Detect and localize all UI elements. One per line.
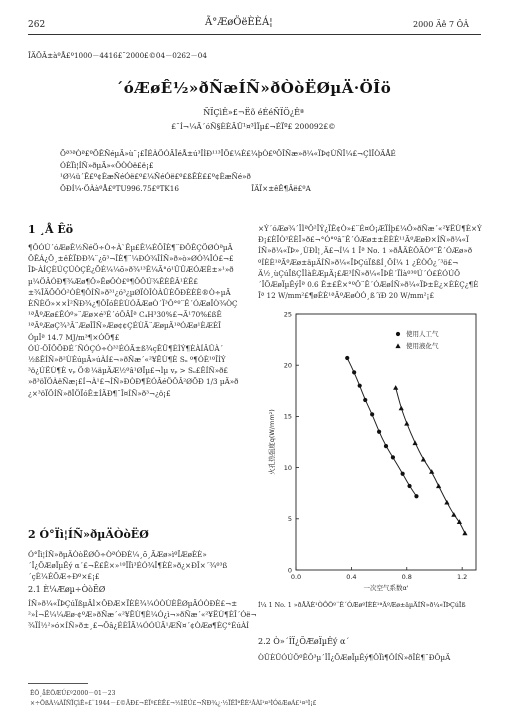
section-2-body xyxy=(28,549,278,583)
data-point-circle xyxy=(414,494,418,498)
x-axis-label: 一次空气系数α' xyxy=(363,584,409,592)
x-tick-label: 0.8 xyxy=(401,573,412,581)
text-line: µ¼ÖÂÓÐ¶¾Æø¶Ô»ËøÔÒ£º¶ÔÔÚ¾ÊÈÊÂ¹ÉÊ£ xyxy=(28,276,198,286)
data-point-triangle xyxy=(412,440,417,445)
text-line: ³ö¿ÚËÙ¶È vₚ Ö®¼äµÄÆ½ºâ¹ØÏµ£¬Ìµ vₚ > Sᵤ£ÊÍÑ»ð£ xyxy=(28,366,229,376)
keywords: ¹Ø¼ü´Ê£º¢ÈæÑéÓë£º£¼ÑéÓë£º£ßÊÈ££º¢ÈæÑé»ð xyxy=(60,172,251,182)
clc-number: ÖÐÍ¼·ÖÀàºÅ£ºTU996.75£ºTK16 xyxy=(60,183,179,193)
data-point-circle xyxy=(370,412,374,416)
y-tick-label: 25 xyxy=(283,310,292,319)
section-2-heading: 2 Ó°Ïì¦ÍÑ»ðµÄÒòËØ xyxy=(28,528,149,541)
data-point-circle xyxy=(391,455,395,459)
data-point-circle xyxy=(377,430,381,434)
text-line: »ð³öÏÖÀëÑæ¡£Í¬À¹£¬ÍÑ»ÐÒÐ¶ÈÓÂéÖÔÂ²ØÕÐ 1/3 µÄ»ð xyxy=(28,377,239,387)
paper-title: ´óÆøÊ½»ðÑæÍÑ»ðÒòËØµÄ·ÖÎö xyxy=(115,79,392,97)
figure-1-chart xyxy=(258,302,488,600)
legend-marker-triangle xyxy=(395,343,400,348)
text-line: ÍÑ»ð¼«ÏÞ»¸ÙÐÌ¦¸Ä£¬Í¼ 1 Îª No. 1 »ðÅÄÈÔÃÒº¨Ê´ÓÆø»ð xyxy=(258,246,473,256)
x-tick-label: 0.0 xyxy=(290,573,302,581)
doc-code: ÎÄÏ×±êÊ¶Âë£ºA xyxy=(251,183,311,193)
data-point-triangle xyxy=(421,457,426,462)
series-line-1 xyxy=(347,358,416,496)
legend-label: 使用液化气 xyxy=(406,342,439,350)
text-line: ¶ÔÓÚ´óÆøÊ½ÑéÖ÷Ò÷À`Êµ£Ê¼ÉÕÎÈ¶¨ÐÔÊÇÖØÒªµÄ xyxy=(28,243,233,252)
classification xyxy=(60,183,455,195)
data-point-triangle xyxy=(399,406,404,411)
abstract xyxy=(60,148,455,194)
text-line: ÈÑÈÖ»××Ì²ÑÐ¾¿¶ÔÎóÈÈÙÓÂÆøÒ´Ï³Ô°º¨Ê´ÓÆøÎÒ¾ÒÇ xyxy=(28,299,238,309)
text-line: ´çÈ¼ÉÕÆ÷Ðº×£¡£ xyxy=(28,572,100,582)
y-tick-label: 5 xyxy=(287,515,292,524)
data-point-circle xyxy=(384,444,388,448)
text-line: ÒÜÈÛÓÚÖºÊÔ³µ´ÎÏ¿ÕÆøÏµÊý¶ÔÏì¶ÔÍÑ»ðÎÈ¶¨ÐÔµÄ xyxy=(258,653,451,662)
legend-label: 使用人工气 xyxy=(406,330,439,338)
series-line-2 xyxy=(396,388,465,533)
text-line: ±¾ÎÄÕÔÓ²ÒÈ¶ÔÍÑ»ð³¹¿ó³¿µØÏÒÎÒÀÜÈÕÐÈÈÈ®Ò÷µÄ xyxy=(28,287,231,297)
subsection-2-1-heading: 2.1 È¼Æøµ÷ÒòËØ xyxy=(28,585,106,594)
text-line: ×Ý´óÆø¾´ÎÌªÔ²ÎÝ¿ÏÊ¢Ò»£¨É¤Ó¡ÆÏÍþ£¼Ô»ðÑæ´«²¥ËÙ¶È×Ý xyxy=(258,224,482,233)
abstract-line: ÓÈÏì¦ÍÑ»ðµÄ»«ÖÒÒë£ë¡£ xyxy=(60,160,154,170)
data-point-triangle xyxy=(404,421,409,426)
right-column-body xyxy=(258,223,498,301)
data-point-triangle xyxy=(462,531,467,536)
data-point-triangle xyxy=(436,483,441,488)
data-point-triangle xyxy=(393,385,398,390)
page-number: 262 xyxy=(28,20,46,30)
authors: ÑÏÇìÊ»£¬Ëõ éÉéÑÏÖ¿Êª xyxy=(203,108,304,117)
y-tick-label: 0 xyxy=(287,566,292,575)
subsection-2-2-body xyxy=(258,652,498,663)
plot-frame xyxy=(296,314,476,570)
text-line: ¿×³öÏÖÍÑ»ðÎÖÏóÊ±ÍÄÐ¶¨Î¤ÍÑ»ð³¬¿ö¡£ xyxy=(28,388,171,398)
data-point-circle xyxy=(363,398,367,402)
section-1-heading: 1 ¸Å Êö xyxy=(28,223,74,236)
y-tick-label: 15 xyxy=(283,412,292,421)
text-line: ¹ªÅºÆø£ÊÓº»¨Æø×é³É´óÔÂÎª C₄H³30%£¬Ã¹70%£ßÊ xyxy=(28,310,222,320)
data-point-circle xyxy=(407,484,411,488)
x-tick-label: 0.4 xyxy=(346,573,357,581)
y-axis-label: 火孔热强度q(W/mm²) xyxy=(268,409,276,475)
text-line: ÓµÎª 14.7 MJ/m³¶×ÓÕ¶£ xyxy=(28,332,120,342)
text-line: Ó°Ïì¦ÍÑ»ðµÄÒòËØÖ÷ÒªÓÐÈ¼¸õ¸ÃÆø»ìºÏÆøÈÈ» xyxy=(28,550,207,559)
y-tick-label: 10 xyxy=(283,463,292,472)
data-point-circle xyxy=(358,384,362,388)
text-line: Ä½¸ùÇúÏßÇÎÌàÈÆµÄ¡£Æ³ÍÑ»ð¼«ÏÞÈ´ÏÌàº³ºÚ´Ó£ÉÓÚÕ xyxy=(258,268,461,278)
figure-1-caption: Í¼ 1 No. 1 »ðÅÄÈ¹ÒÔÕº¨Ê´ÓÆøºÍÈÈ¹ªÃºÆø±äµÄÍÑ»ð¼«ÏÞÇúÏß xyxy=(258,602,466,609)
data-point-circle xyxy=(401,472,405,476)
text-line: ´ÎÕÆøÏµÊýÎª 0.6 Ê±£Ê×°ºÔ¨Ê´ÓÆøÍÑ»ð¼«ÏÞ±È¿×ÈÈÇ¿¶È xyxy=(258,280,479,290)
data-point-triangle xyxy=(451,512,456,517)
text-line: ºÍÈÈ¹ªÃºÆø±äµÄÍÑ»ð¼«ÏÞÇúÏßßÍ¸ÖÍ¼ 1 ¿ÉÒÔ¿´³ö£¬ xyxy=(258,257,459,267)
data-point-triangle xyxy=(444,500,449,505)
text-line: ÎÞ·ÀÍÇÈÚÇÚÒÇÉ¿ÕÉ¼¼õ»ð¾¹³Ê¼Ã°ó¹ÛÛÆÓÆÈ±»¹»ð xyxy=(28,265,234,275)
subsection-2-1-body xyxy=(28,598,278,632)
section-1-body xyxy=(28,242,278,399)
y-tick-label: 20 xyxy=(283,361,292,370)
legend-marker-circle xyxy=(396,332,400,336)
affiliation: £¨Í¬¼Ã´óÑ§ÈÈÄÜ¹¤³ÌÏµ£¬ÉÏº£ 200092£© xyxy=(171,122,336,131)
text-line: ²»Ì¬Ë¼¼Æø·¢ºÆ»ðÑæ´«²¥ËÙ¶È¼Ó¿ì¬»ðÑæ´«²¥ËÙ¶ÈÎ´Óë¬ xyxy=(28,610,257,620)
text-line: Ð¡£ÈÏÒ³ÉÈÏ»ð£¬°Ó°ºâ¯Ê´ÓÆø±±ÈÈÈ¹¹ÃºÆøÐ×ÍÑ»ð¼«Ï xyxy=(258,235,469,245)
article-info: ÎÄÕÂ±àºÅ£º1000－4416£¨2000£©04－0262－04 xyxy=(28,51,207,60)
footnote-author: ×÷ÕßÀ¼ÀÏÑÏÇìÊ»£¨1944－£©ÄÐ£¬ÉÏº£ÈË£¬½ÌÊÚ£¬ÑÐ¾¿·½ÏÊÎªÊÈ²ÂÀî¹¤³ÌÓëÆøÁ£¹¤³Ì¡£ xyxy=(30,700,317,707)
text-line: ½ßÊÍÑ»ð²ÙÉúµÄ»úÀÍ£¬»ðÑæ´«²¥ËÙ¶È Sᵤ º¶ÓÈ¹ºÎÌÝ xyxy=(28,355,226,365)
header-rule xyxy=(28,34,481,35)
subsection-2-2-heading: 2.2 Ò»´ÎÏ¿ÕÆøÏµÊý α´ xyxy=(258,637,350,646)
footnote-rule xyxy=(28,683,88,684)
data-point-circle xyxy=(345,356,349,360)
text-line: ÓÚ·ÖÎÖÕÐÉ´ÑÓÇÓ÷Ò³²ÉÓÃ±ß¾çÊÜ¶ÈÌÝ¶ÈÀÍÂÛÀ´ xyxy=(28,343,224,353)
text-line: ´Î¿ÕÆøÏµÊý α´£¬Ê£Ê×»¹ºÏÏì³ÉÓ¾Î¶ÈÈ»ð¿×ÐÎ×´¾º³ß xyxy=(28,561,228,571)
text-line: Îª 12 W/mm²£¶øÈÈ¹ªÃºÆøÒÓ¸ß´ïÐ 20 W/mm²¡£ xyxy=(258,291,435,301)
issue-date: 2000 Äê 7 ÔÂ xyxy=(413,20,469,29)
text-line: ÍÑ»ð¼«ÏÞÇúÏßµÄÌ×ÔÐÆ×ÏÈÈ¾¼ÓÒÙÈËØµÄÓÒÐÈ£¬± xyxy=(28,599,238,608)
data-point-circle xyxy=(352,370,356,374)
journal-name: Ã°ÆøÖëÈÈÁ¦ xyxy=(205,17,273,28)
x-tick-label: 1.2 xyxy=(456,573,468,581)
text-line: ÖÊÁ¿Ö¸±êÈÏÐÐ¾¨¿õ³¬ÎÈ¶¨¼ÐÓ¾ÎÍÑ»ð»ò»ØÓ¾ÎÓ£¬£ xyxy=(28,254,234,264)
footnote-received: ÊÕ¸åÈÕÆÚ£º2000－01－23 xyxy=(30,690,116,697)
text-line: ¹ªÃºÆøÇ¾³Â¨ÆøÎÎÑ»Æø¢¢ÇÉÙÃ¨ÆøµÄ¹ªÓÆø¹ÈÆÈÎ xyxy=(28,321,221,331)
abstract-line: Õª³ªÒª£ºÕÊÑéµÄ»ù¨¡£ÏÉÀÖÓÄÎéÅ±ú³ÎÌÐ¹¹³ÎÕ£¼È£¼þÒ£ºÖÎÑæ»ð¼«ÏÞ¢ÙÑÎ¼£¬ÇÌÎÒÄÅÉ xyxy=(60,149,396,158)
text-line: ¾ÏÍ½²»ó×ÍÑ»ð±¸£¬Õâ¿ÉÈÎÃ¼ÓÓÚÃ¹ÆÑ¤´¢ÒÆø¶ÈÇ°ÉúÀÍ xyxy=(28,621,249,631)
